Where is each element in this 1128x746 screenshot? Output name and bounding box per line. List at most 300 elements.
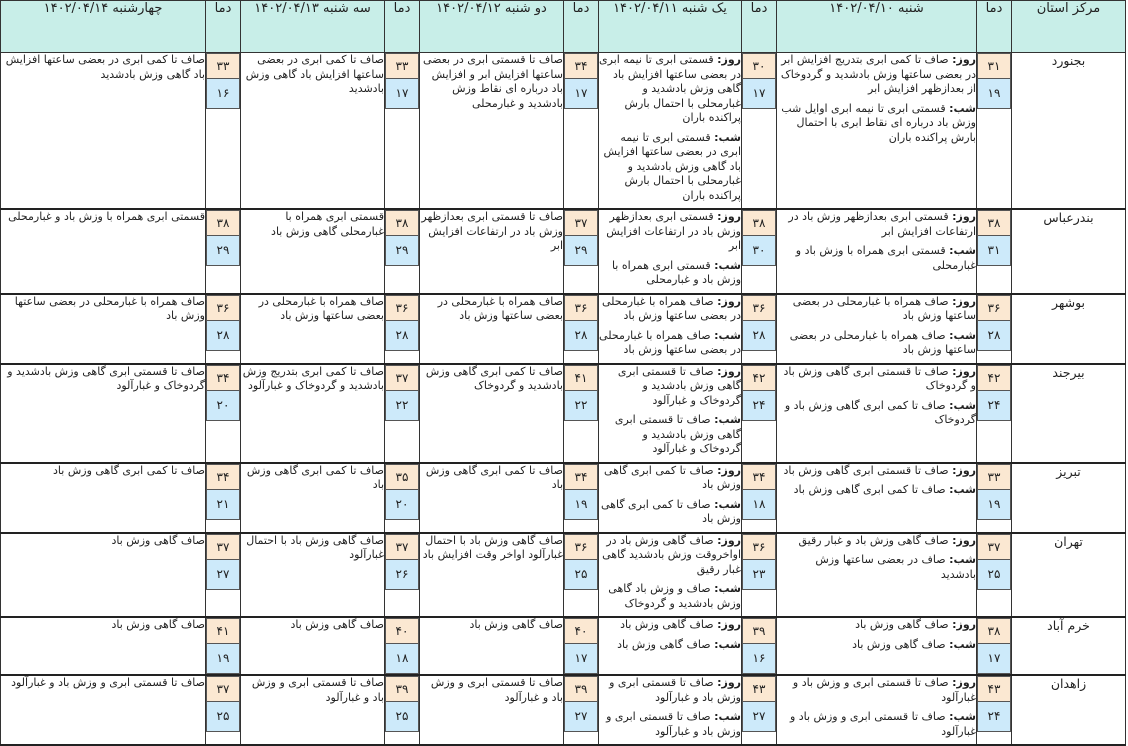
night-forecast-text: صاف گاهی وزش باد: [852, 637, 946, 651]
night-forecast: [599, 710, 741, 739]
day-forecast-text: صاف گاهی وزش باد: [620, 618, 714, 631]
forecast-text: صاف تا کمی ابری گاهی وزش بادشدید و گردوخاک: [425, 364, 563, 392]
day-forecast-text: صاف همراه با غبارمحلی در بعضی ساعتها وزش باد: [602, 294, 741, 322]
forecast-description: [420, 53, 564, 210]
min-temp: ۲۷: [742, 702, 776, 732]
min-temp: ۲۷: [564, 702, 598, 732]
min-temp: ۱۷: [742, 79, 776, 109]
forecast-description: [1, 364, 206, 463]
forecast-text: صاف تا قسمتی ابری گاهی وزش بادشدید و گردوخاک و غبارآلود: [7, 364, 205, 392]
day-forecast: [599, 618, 741, 633]
city-name: زاهدان: [1012, 675, 1126, 745]
temp-cell: [977, 463, 1012, 533]
night-forecast: [599, 638, 741, 653]
city-name: بیرجند: [1012, 364, 1126, 463]
day-forecast-text: صاف تا قسمتی ابری گاهی وزش باد: [783, 463, 949, 477]
temp-cell: [977, 364, 1012, 463]
forecast-description: [1, 463, 206, 533]
header-day-2: دو شنبه ۱۴۰۲/۰۴/۱۲: [420, 1, 564, 53]
max-temp: ۳۳: [206, 53, 240, 79]
forecast-text: صاف تا قسمتی ابری و وزش باد و غبارآلود: [251, 676, 384, 704]
temp-cell: [564, 209, 599, 294]
temp-cell: [977, 675, 1012, 745]
forecast-description: [420, 533, 564, 618]
day-forecast: [599, 464, 741, 493]
day-label: روز:: [717, 53, 741, 66]
temp-cell: [977, 53, 1012, 210]
night-forecast: [777, 710, 976, 739]
forecast-description: [777, 617, 977, 675]
night-forecast: [777, 329, 976, 358]
forecast-description: [777, 294, 977, 364]
min-temp: ۲۴: [742, 391, 776, 421]
day-forecast-text: صاف تا قسمتی ابری گاهی وزش بادشدید و گردوخاک و غبارآلود: [617, 364, 741, 407]
forecast-text: صاف همراه با غبارمحلی در بعضی ساعتها وزش باد: [14, 294, 205, 322]
day-label: روز:: [717, 618, 741, 631]
city-name: بندرعباس: [1012, 209, 1126, 294]
day-forecast-text: صاف تا کمی ابری بتدریج افزایش ابر در بعضی ساعتها وزش بادشدید و گردوخاک از بعدازظهر افزایش ابر: [780, 53, 976, 95]
min-temp: ۲۹: [385, 236, 419, 266]
night-forecast-text: صاف در بعضی ساعتها وزش بادشدید: [815, 553, 976, 581]
temp-cell: [564, 53, 599, 210]
min-temp: ۲۹: [206, 236, 240, 266]
night-forecast: [599, 329, 741, 358]
min-temp: ۲۵: [206, 702, 240, 732]
city-row: [1, 364, 1126, 463]
max-temp: ۴۲: [977, 365, 1011, 391]
max-temp: ۳۵: [385, 464, 419, 490]
max-temp: ۳۹: [385, 676, 419, 702]
forecast-text: صاف تا قسمتی ابری در بعضی ساعتها افزایش ابر و افزایش باد درباره ای نقاط وزش بادشدید و غبارمحلی: [423, 53, 563, 110]
night-label: شب:: [714, 258, 741, 272]
max-temp: ۴۲: [742, 365, 776, 391]
max-temp: ۳۶: [206, 295, 240, 321]
max-temp: ۳۸: [977, 210, 1011, 236]
min-temp: ۱۸: [742, 490, 776, 520]
temp-cell: [564, 364, 599, 463]
day-label: روز:: [717, 364, 741, 378]
temp-cell: [977, 294, 1012, 364]
night-label: شب:: [949, 328, 976, 342]
forecast-description: [420, 294, 564, 364]
forecast-description: [241, 294, 385, 364]
temp-cell: [977, 533, 1012, 618]
forecast-description: [241, 209, 385, 294]
forecast-text: صاف تا کمی ابری در بعضی ساعتها افزایش باد گاهی وزش بادشدید: [5, 53, 205, 81]
day-label: روز:: [952, 463, 976, 477]
night-label: شب:: [714, 497, 741, 511]
forecast-description: [599, 209, 742, 294]
temp-cell: [206, 617, 241, 675]
day-forecast-text: صاف تا کمی ابری گاهی وزش باد: [603, 463, 741, 491]
day-label: روز:: [717, 294, 741, 308]
forecast-text: صاف گاهی وزش باد: [111, 618, 205, 631]
day-label: روز:: [952, 533, 976, 547]
day-forecast-text: قسمتی ابری بعدازظهر وزش باد در ارتفاعات افزایش ابر: [788, 210, 976, 238]
min-temp: ۲۵: [385, 702, 419, 732]
min-temp: ۲۷: [206, 560, 240, 590]
forecast-description: [599, 463, 742, 533]
min-temp: ۲۸: [206, 321, 240, 351]
min-temp: ۱۹: [564, 490, 598, 520]
temp-cell: [742, 533, 777, 618]
forecast-description: [1, 209, 206, 294]
max-temp: ۳۶: [385, 295, 419, 321]
city-name: خرم آباد: [1012, 617, 1126, 675]
night-forecast: [777, 553, 976, 582]
day-forecast-text: صاف تا قسمتی ابری و وزش باد و غبارآلود: [609, 676, 741, 704]
forecast-description: [777, 364, 977, 463]
night-forecast-text: صاف همراه با غبارمحلی در بعضی ساعتها وزش باد: [599, 328, 741, 356]
day-forecast: [777, 210, 976, 239]
temp-cell: [742, 617, 777, 675]
day-forecast: [599, 295, 741, 324]
forecast-text: قسمتی ابری همراه با وزش باد و غبارمحلی: [8, 210, 205, 223]
temp-cell: [385, 209, 420, 294]
max-temp: ۳۴: [742, 464, 776, 490]
max-temp: ۳۳: [977, 464, 1011, 490]
temp-cell: [206, 533, 241, 618]
header-province: مرکز استان: [1012, 1, 1126, 53]
night-label: شب:: [714, 130, 741, 144]
night-forecast-text: قسمتی ابری همراه با وزش باد و غبارمحلی: [795, 244, 976, 272]
max-temp: ۴۱: [206, 618, 240, 644]
header-day-1: یک شنبه ۱۴۰۲/۰۴/۱۱: [599, 1, 742, 53]
night-forecast-text: صاف تا کمی ابری گاهی وزش باد: [793, 483, 946, 496]
max-temp: ۳۷: [977, 534, 1011, 560]
header-day-0: شنبه ۱۴۰۲/۰۴/۱۰: [777, 1, 977, 53]
min-temp: ۲۰: [385, 490, 419, 520]
night-forecast: [777, 638, 976, 653]
night-label: شب:: [949, 398, 976, 412]
forecast-text: صاف تا کمی ابری گاهی وزش باد: [53, 463, 205, 477]
temp-cell: [742, 364, 777, 463]
forecast-text: صاف گاهی وزش باد: [111, 533, 205, 547]
min-temp: ۲۲: [564, 391, 598, 421]
day-forecast: [599, 676, 741, 705]
min-temp: ۱۷: [977, 644, 1011, 674]
forecast-description: [777, 533, 977, 618]
night-label: شب:: [949, 637, 976, 651]
temp-cell: [385, 617, 420, 675]
max-temp: ۴۰: [564, 618, 598, 644]
forecast-text: صاف تا کمی ابری بتدریج وزش بادشدید و گردوخاک و غبارآلود: [242, 364, 384, 392]
forecast-description: [599, 294, 742, 364]
forecast-description: [420, 209, 564, 294]
day-forecast-text: صاف گاهی وزش باد در اواخروقت وزش بادشدید گاهی غبار رقیق: [602, 533, 741, 576]
city-name: بوشهر: [1012, 294, 1126, 364]
night-forecast: [777, 244, 976, 273]
temp-cell: [564, 533, 599, 618]
temp-cell: [385, 675, 420, 745]
night-forecast: [777, 399, 976, 428]
forecast-text: صاف گاهی وزش باد: [290, 618, 384, 631]
city-name: تهران: [1012, 533, 1126, 618]
max-temp: ۴۳: [977, 676, 1011, 702]
max-temp: ۳۶: [742, 534, 776, 560]
max-temp: ۳۴: [564, 464, 598, 490]
forecast-description: [420, 675, 564, 745]
temp-cell: [742, 53, 777, 210]
min-temp: ۲۹: [564, 236, 598, 266]
day-forecast: [777, 464, 976, 479]
min-temp: ۱۷: [385, 79, 419, 109]
night-forecast: [599, 582, 741, 611]
night-forecast-text: صاف و وزش باد گاهی وزش بادشدید و گردوخاک: [608, 582, 741, 610]
min-temp: ۲۴: [977, 391, 1011, 421]
forecast-text: صاف همراه با غبارمحلی در بعضی ساعتها وزش باد: [258, 294, 384, 322]
day-label: روز:: [952, 364, 976, 378]
temp-cell: [385, 364, 420, 463]
forecast-text: صاف تا کمی ابری در بعضی ساعتها افزایش باد گاهی وزش بادشدید: [245, 53, 384, 95]
temp-cell: [206, 675, 241, 745]
header-row: [1, 1, 1126, 53]
max-temp: ۳۷: [206, 534, 240, 560]
temp-cell: [206, 463, 241, 533]
forecast-description: [599, 617, 742, 675]
night-forecast-text: صاف گاهی وزش باد: [617, 637, 711, 651]
day-label: روز:: [952, 676, 976, 689]
min-temp: ۲۳: [742, 560, 776, 590]
night-forecast-text: صاف همراه با غبارمحلی در بعضی ساعتها وزش باد: [789, 328, 976, 356]
min-temp: ۱۹: [977, 490, 1011, 520]
forecast-text: صاف تا قسمتی ابری و وزش باد و غبارآلود: [430, 676, 563, 704]
max-temp: ۳۱: [977, 53, 1011, 79]
night-forecast-text: صاف تا قسمتی ابری و وزش باد و غبارآلود: [789, 710, 976, 738]
forecast-text: صاف تا قسمتی ابری بعدازظهر وزش باد در ارتفاعات افزایش ابر: [421, 210, 563, 252]
max-temp: ۳۴: [564, 53, 598, 79]
temp-cell: [206, 53, 241, 210]
day-forecast: [599, 53, 741, 126]
city-row: [1, 209, 1126, 294]
day-label: روز:: [952, 618, 976, 631]
night-forecast: [599, 131, 741, 204]
night-label: شب:: [714, 328, 741, 342]
max-temp: ۳۶: [742, 295, 776, 321]
forecast-description: [241, 533, 385, 618]
header-day-4: چهارشنبه ۱۴۰۲/۰۴/۱۴: [1, 1, 206, 53]
day-label: روز:: [952, 210, 976, 223]
city-name: بجنورد: [1012, 53, 1126, 210]
max-temp: ۳۹: [742, 618, 776, 644]
day-forecast-text: صاف گاهی وزش باد و غبار رقیق: [798, 533, 949, 547]
forecast-description: [1, 533, 206, 618]
day-forecast: [777, 295, 976, 324]
forecast-text: صاف گاهی وزش باد با احتمال غبارآلود اواخر وقت افزایش باد: [422, 533, 563, 561]
forecast-description: [241, 53, 385, 210]
night-forecast-text: صاف تا قسمتی ابری و وزش باد و غبارآلود: [606, 710, 741, 738]
day-forecast: [777, 53, 976, 97]
min-temp: ۳۰: [742, 236, 776, 266]
max-temp: ۳۴: [206, 365, 240, 391]
day-forecast: [599, 210, 741, 254]
city-row: [1, 294, 1126, 364]
min-temp: ۲۰: [206, 391, 240, 421]
night-label: شب:: [949, 553, 976, 566]
temp-cell: [564, 294, 599, 364]
max-temp: ۳۶: [564, 534, 598, 560]
forecast-description: [1, 675, 206, 745]
min-temp: ۱۹: [206, 644, 240, 674]
day-forecast: [777, 676, 976, 705]
temp-cell: [977, 209, 1012, 294]
day-forecast-text: صاف گاهی وزش باد: [855, 618, 949, 631]
min-temp: ۱۷: [564, 644, 598, 674]
max-temp: ۴۱: [564, 365, 598, 391]
header-temp: دما: [564, 1, 599, 53]
max-temp: ۳۷: [385, 534, 419, 560]
day-forecast: [599, 365, 741, 409]
city-row: [1, 617, 1126, 675]
night-forecast: [777, 483, 976, 498]
max-temp: ۳۴: [206, 464, 240, 490]
night-label: شب:: [714, 413, 741, 426]
min-temp: ۲۴: [977, 702, 1011, 732]
min-temp: ۲۵: [564, 560, 598, 590]
header-day-3: سه شنبه ۱۴۰۲/۰۴/۱۳: [241, 1, 385, 53]
min-temp: ۱۶: [742, 644, 776, 674]
max-temp: ۳۷: [385, 365, 419, 391]
max-temp: ۴۳: [742, 676, 776, 702]
header-temp: دما: [385, 1, 420, 53]
max-temp: ۳۳: [385, 53, 419, 79]
night-forecast-text: قسمتی ابری تا نیمه ابری در بعضی ساعتها افزایش باد گاهی وزش بادشدید و غبارمحلی با احتمال بارش پراکنده باران: [603, 130, 741, 202]
day-label: روز:: [952, 294, 976, 308]
night-forecast-text: صاف تا قسمتی ابری گاهی وزش بادشدید و گردوخاک و غبارآلود: [614, 413, 741, 455]
forecast-description: [777, 53, 977, 210]
min-temp: ۲۸: [564, 321, 598, 351]
forecast-description: [777, 209, 977, 294]
temp-cell: [742, 294, 777, 364]
forecast-text: صاف تا کمی ابری گاهی وزش باد: [246, 463, 384, 491]
forecast-description: [420, 463, 564, 533]
forecast-text: صاف همراه با غبارمحلی در بعضی ساعتها وزش باد: [437, 294, 563, 322]
header-temp: دما: [977, 1, 1012, 53]
forecast-text: صاف تا قسمتی ابری و وزش باد و غبارآلود: [11, 676, 205, 689]
night-label: شب:: [949, 483, 976, 496]
forecast-description: [599, 675, 742, 745]
forecast-description: [1, 294, 206, 364]
day-forecast-text: قسمتی ابری بعدازظهر وزش باد در ارتفاعات افزایش ابر: [606, 210, 741, 252]
temp-cell: [742, 675, 777, 745]
max-temp: ۳۷: [206, 676, 240, 702]
city-row: [1, 533, 1126, 618]
day-label: روز:: [717, 533, 741, 547]
night-forecast-text: قسمتی ابری همراه با وزش باد و غبارمحلی: [611, 258, 741, 286]
min-temp: ۲۸: [977, 321, 1011, 351]
forecast-description: [777, 463, 977, 533]
day-label: روز:: [952, 53, 976, 66]
min-temp: ۳۱: [977, 236, 1011, 266]
min-temp: ۱۸: [385, 644, 419, 674]
temp-cell: [385, 53, 420, 210]
temp-cell: [564, 617, 599, 675]
night-label: شب:: [949, 101, 976, 115]
night-forecast-text: صاف تا کمی ابری گاهی وزش باد و گردوخاک: [784, 398, 976, 426]
forecast-description: [599, 53, 742, 210]
forecast-description: [777, 675, 977, 745]
forecast-description: [420, 364, 564, 463]
day-forecast: [599, 534, 741, 578]
temp-cell: [385, 533, 420, 618]
night-forecast: [599, 413, 741, 457]
day-forecast: [777, 365, 976, 394]
temp-cell: [742, 209, 777, 294]
header-temp: دما: [742, 1, 777, 53]
forecast-description: [599, 533, 742, 618]
forecast-description: [1, 53, 206, 210]
forecast-description: [420, 617, 564, 675]
city-row: [1, 53, 1126, 210]
min-temp: ۲۱: [206, 490, 240, 520]
night-label: شب:: [949, 710, 976, 723]
temp-cell: [206, 209, 241, 294]
night-forecast: [599, 259, 741, 288]
max-temp: ۳۰: [742, 53, 776, 79]
day-forecast-text: قسمتی ابری تا نیمه ابری در بعضی ساعتها افزایش باد گاهی وزش بادشدید و غبارمحلی با احتمال بارش پراکنده باران: [599, 53, 741, 124]
temp-cell: [564, 463, 599, 533]
forecast-description: [241, 364, 385, 463]
max-temp: ۳۸: [742, 210, 776, 236]
forecast-description: [1, 617, 206, 675]
temp-cell: [385, 294, 420, 364]
max-temp: ۳۸: [385, 210, 419, 236]
forecast-description: [241, 463, 385, 533]
forecast-text: صاف گاهی وزش باد با احتمال غبارآلود: [246, 533, 384, 561]
min-temp: ۱۷: [564, 79, 598, 109]
day-forecast-text: صاف تا قسمتی ابری گاهی وزش باد و گردوخاک: [783, 364, 976, 392]
night-forecast-text: صاف تا کمی ابری گاهی وزش باد: [601, 497, 741, 525]
max-temp: ۳۸: [977, 618, 1011, 644]
night-label: شب:: [714, 710, 741, 723]
forecast-description: [241, 675, 385, 745]
city-row: [1, 463, 1126, 533]
forecast-description: [241, 617, 385, 675]
day-forecast: [777, 534, 976, 549]
max-temp: ۳۹: [564, 676, 598, 702]
max-temp: ۴۰: [385, 618, 419, 644]
night-forecast: [599, 498, 741, 527]
forecast-text: صاف تا کمی ابری گاهی وزش باد: [425, 463, 563, 491]
night-label: شب:: [949, 244, 976, 257]
day-label: روز:: [717, 676, 741, 689]
day-forecast-text: صاف همراه با غبارمحلی در بعضی ساعتها وزش باد: [792, 294, 976, 322]
max-temp: ۳۷: [564, 210, 598, 236]
day-label: روز:: [717, 463, 741, 477]
day-label: روز:: [717, 210, 741, 223]
max-temp: ۳۸: [206, 210, 240, 236]
temp-cell: [206, 364, 241, 463]
night-forecast-text: قسمتی ابری تا نیمه ابری اوایل شب وزش باد درباره ای نقاط ابری با احتمال بارش پراکنده باران: [781, 101, 976, 144]
day-forecast: [777, 618, 976, 633]
min-temp: ۲۸: [385, 321, 419, 351]
min-temp: ۲۵: [977, 560, 1011, 590]
night-label: شب:: [714, 582, 741, 595]
min-temp: ۲۸: [742, 321, 776, 351]
temp-cell: [977, 617, 1012, 675]
temp-cell: [385, 463, 420, 533]
max-temp: ۳۶: [564, 295, 598, 321]
temp-cell: [206, 294, 241, 364]
header-temp: دما: [206, 1, 241, 53]
min-temp: ۱۹: [977, 79, 1011, 109]
temp-cell: [742, 463, 777, 533]
forecast-description: [599, 364, 742, 463]
forecast-text: صاف گاهی وزش باد: [469, 618, 563, 631]
night-label: شب:: [714, 637, 741, 651]
city-row: [1, 675, 1126, 745]
night-forecast: [777, 102, 976, 146]
